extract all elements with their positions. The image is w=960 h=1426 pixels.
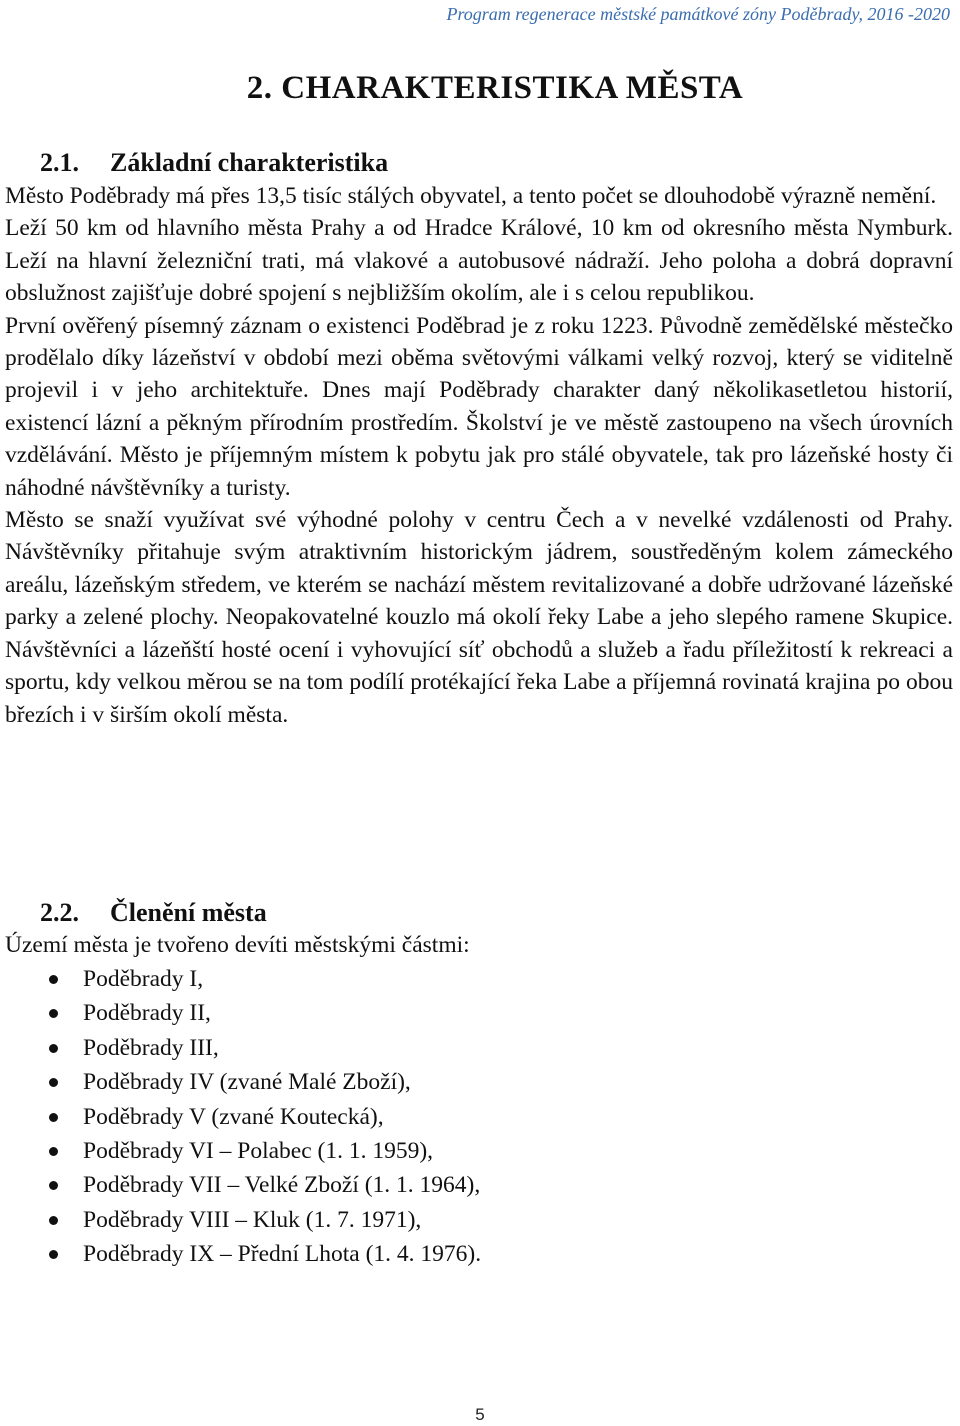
list-item: Poděbrady VIII – Kluk (1. 7. 1971),: [0, 1203, 481, 1237]
section-body-basic: [5, 180, 953, 731]
paragraph: Město Poděbrady má přes 13,5 tisíc stálých obyvatel, a tento počet se dlouhodobě výrazně nemění.: [5, 183, 937, 209]
bullet-icon: [49, 1078, 58, 1087]
bullet-icon: [49, 1009, 58, 1018]
bullet-icon: [49, 1113, 58, 1122]
section-heading-division: [40, 898, 267, 928]
page-number: 5: [475, 1405, 485, 1424]
paragraph: Leží 50 km od hlavního města Prahy a od Hradce Králové, 10 km od okresního města Nymburk. Leží na hlavní železniční trati, má vlakové a autobusové nádraží. Jeho poloha a dobrá dopravní obslužnost zajišťuje dobré spojení s nejbližším okolím, ale i s celou republikou.: [5, 215, 953, 307]
section-intro: Území města je tvořeno devíti městskými částmi:: [5, 932, 470, 958]
section-title: Základní charakteristika: [110, 148, 389, 177]
running-header: Program regenerace městské památkové zóny Poděbrady, 2016 -2020: [446, 4, 950, 24]
paragraph: Město se snaží využívat své výhodné polohy v centru Čech a v nevelké vzdálenosti od Prahy. Návštěvníky přitahuje svým atraktivním historickým jádrem, soustředěným kolem zámeckého areálu, lázeňským středem, ve kterém se nachází městem revitalizované a dobře udržované lázeňské parky a zelené plochy. Neopakovatelné kouzlo má okolí řeky Labe a jeho slepého ramene Skupice. Návštěvníci a lázeňští hosté ocení i vyhovující síť obchodů a služeb a řadu příležitostí k rekreaci a sportu, kdy velkou měrou se na tom podílí protékající řeka Labe a příjemná rovinatá krajina po obou březích i v širším okolí města.: [5, 507, 953, 728]
bullet-icon: [49, 1216, 58, 1225]
chapter-title: 2. CHARAKTERISTIKA MĚSTA: [246, 70, 744, 106]
bullet-icon: [49, 975, 58, 984]
section-number: 2.2.: [40, 898, 79, 927]
paragraph: První ověřený písemný záznam o existenci Poděbrad je z roku 1223. Původně zemědělské městečko prodělalo díky lázeňství v období mezi oběma světovými válkami velký rozvoj, který se viditelně projevil i v jeho architektuře. Dnes mají Poděbrady charakter daný několikasetletou historií, existencí lázní a pěkným přírodním prostředím. Školství je ve městě zastoupeno na všech úrovních vzdělávání. Město je příjemným místem k pobytu jak pro stálé obyvatele, tak pro lázeňské hosty či náhodné návštěvníky a turisty.: [5, 312, 953, 501]
section-heading-basic: [40, 148, 388, 178]
list-item: Poděbrady V (zvané Koutecká),: [0, 1100, 481, 1134]
city-districts-list: [0, 962, 481, 1272]
list-item: Poděbrady I,: [0, 962, 481, 996]
list-item: Poděbrady III,: [0, 1031, 481, 1065]
list-item: Poděbrady IX – Přední Lhota (1. 4. 1976).: [0, 1237, 481, 1271]
section-title: Členění města: [110, 898, 267, 927]
list-item: Poděbrady IV (zvané Malé Zboží),: [0, 1065, 481, 1099]
section-number: 2.1.: [40, 148, 79, 177]
bullet-icon: [49, 1147, 58, 1156]
bullet-icon: [49, 1250, 58, 1259]
bullet-icon: [49, 1044, 58, 1053]
list-item: Poděbrady VII – Velké Zboží (1. 1. 1964),: [0, 1168, 481, 1202]
list-item: Poděbrady II,: [0, 996, 481, 1030]
bullet-icon: [49, 1181, 58, 1190]
list-item: Poděbrady VI – Polabec (1. 1. 1959),: [0, 1134, 481, 1168]
